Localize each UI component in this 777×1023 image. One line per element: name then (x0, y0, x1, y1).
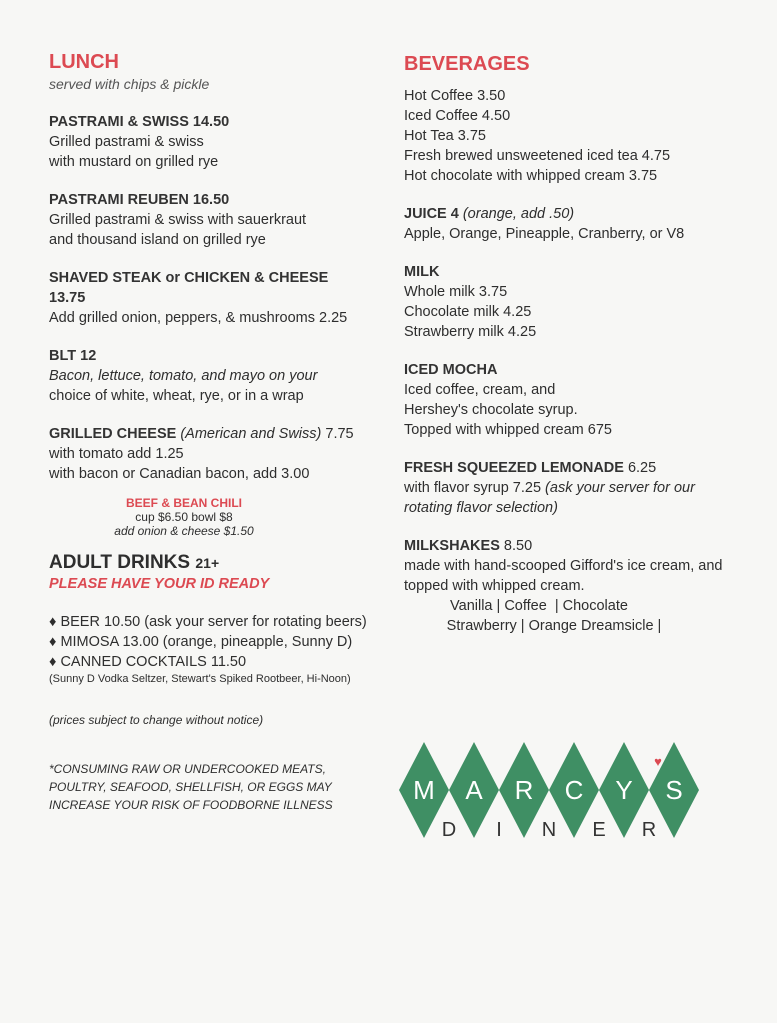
item-note: (ask your server for our (545, 480, 695, 496)
menu-item (49, 268, 379, 328)
beverages-column (404, 52, 744, 636)
logo-letter: M (413, 775, 435, 805)
chili-section (49, 496, 319, 538)
item-desc: Hershey's chocolate syrup. (404, 402, 578, 418)
diamond-bullet-icon: ♦ (49, 654, 61, 670)
adult-drinks-heading (49, 552, 379, 574)
adult-drinks-list (49, 612, 379, 686)
item-name: ICED MOCHA (404, 362, 498, 378)
item-desc: Iced coffee, cream, and (404, 382, 556, 398)
list-item (49, 632, 379, 652)
drink: BEER 10.50 (ask your server for rotating beers) (60, 614, 367, 630)
item-name: PASTRAMI & SWISS 14.50 (49, 114, 230, 130)
item-name: GRILLED CHEESE (49, 426, 177, 442)
marcys-diner-logo (398, 740, 700, 840)
item-price: 6.25 (627, 460, 657, 476)
item-name: MILK (404, 264, 440, 280)
item-desc: topped with whipped cream. (404, 578, 585, 594)
menu-item (49, 190, 379, 250)
flavor-list: Strawberry | Orange Dreamsicle | (446, 618, 662, 634)
id-notice: PLEASE HAVE YOUR ID READY (49, 576, 270, 592)
heart-icon: ♥ (654, 754, 662, 769)
item-desc: Grilled pastrami & swiss (49, 134, 204, 150)
item-name: BLT 12 (49, 348, 97, 364)
lunch-subtitle: served with chips & pickle (49, 76, 210, 92)
chili-addon: add onion & cheese $1.50 (114, 524, 254, 538)
item-desc: Grilled pastrami & swiss with sauerkraut (49, 212, 307, 228)
beverage-list (404, 86, 744, 186)
food-warning (49, 760, 379, 814)
list-item: Hot chocolate with whipped cream 3.75 (404, 168, 658, 184)
lemonade-item (404, 458, 744, 518)
juice-item (404, 204, 744, 244)
item-desc: Whole milk 3.75 (404, 284, 508, 300)
item-desc: with flavor syrup 7.25 (404, 480, 542, 496)
logo-letter: N (541, 819, 557, 840)
warning-line: *CONSUMING RAW OR UNDERCOOKED MEATS, (49, 762, 326, 776)
item-name: FRESH SQUEEZED LEMONADE (404, 460, 624, 476)
item-desc: made with hand-scooped Gifford's ice cream, and (404, 558, 723, 574)
item-price: 13.75 (49, 290, 86, 306)
logo-letter: E (592, 819, 606, 840)
diamond-bullet-icon: ♦ (49, 614, 61, 630)
drink: CANNED COCKTAILS 11.50 (60, 654, 247, 670)
chili-title: BEEF & BEAN CHILI (125, 496, 242, 510)
logo-letter: R (514, 775, 534, 805)
item-desc: Bacon, lettuce, tomato, and mayo on your (49, 368, 318, 384)
lunch-heading: LUNCH (49, 51, 119, 73)
logo-letter: A (465, 775, 483, 805)
lunch-column (49, 50, 379, 814)
item-desc: with mustard on grilled rye (49, 154, 219, 170)
menu-item (49, 112, 379, 172)
logo-letter: S (665, 775, 683, 805)
item-desc: choice of white, wheat, rye, or in a wrap (49, 388, 304, 404)
list-item (49, 612, 379, 632)
item-price: 7.75 (325, 426, 354, 442)
logo-letter: C (564, 775, 584, 805)
item-note: (American and Swiss) (180, 426, 322, 442)
milk-item (404, 262, 744, 342)
logo-letter: Y (615, 775, 633, 805)
list-item: Fresh brewed unsweetened iced tea 4.75 (404, 148, 671, 164)
diamond-bullet-icon: ♦ (49, 634, 61, 650)
logo-letter: I (496, 819, 502, 840)
item-note: (orange, add .50) (462, 206, 575, 222)
item-name: JUICE 4 (404, 206, 459, 222)
item-desc: Chocolate milk 4.25 (404, 304, 532, 320)
list-item: Iced Coffee 4.50 (404, 108, 511, 124)
item-name: PASTRAMI REUBEN 16.50 (49, 192, 230, 208)
price-note: (prices subject to change without notice) (49, 713, 264, 727)
flavor-list: Vanilla | Coffee | Chocolate (450, 598, 628, 614)
list-item: Hot Tea 3.75 (404, 128, 486, 144)
age-limit: 21+ (195, 555, 220, 571)
warning-line: INCREASE YOUR RISK OF FOODBORNE ILLNESS (49, 798, 333, 812)
item-price: 8.50 (503, 538, 533, 554)
item-desc: with tomato add 1.25 (49, 446, 184, 462)
drink: MIMOSA 13.00 (orange, pineapple, Sunny D) (60, 634, 353, 650)
item-desc: with bacon or Canadian bacon, add 3.00 (49, 466, 310, 482)
milkshakes-item (404, 536, 744, 636)
item-desc: Apple, Orange, Pineapple, Cranberry, or V8 (404, 226, 685, 242)
menu-item (49, 424, 379, 484)
warning-line: POULTRY, SEAFOOD, SHELLFISH, OR EGGS MAY (49, 780, 332, 794)
mocha-item (404, 360, 744, 440)
item-desc: Add grilled onion, peppers, & mushrooms 2.25 (49, 310, 348, 326)
logo-letter: D (441, 819, 457, 840)
item-note: rotating flavor selection) (404, 500, 558, 516)
logo-letter: R (641, 819, 657, 840)
menu-item (49, 346, 379, 406)
item-desc: Strawberry milk 4.25 (404, 324, 537, 340)
chili-prices: cup $6.50 bowl $8 (135, 510, 233, 524)
list-item (49, 652, 379, 672)
item-desc: Topped with whipped cream 675 (404, 422, 612, 438)
cocktail-note: (Sunny D Vodka Seltzer, Stewart's Spiked Rootbeer, Hi-Noon) (49, 673, 351, 685)
list-item: Hot Coffee 3.50 (404, 88, 506, 104)
item-desc: and thousand island on grilled rye (49, 232, 266, 248)
item-name: MILKSHAKES (404, 538, 500, 554)
adult-title: ADULT DRINKS (49, 552, 191, 573)
beverages-heading: BEVERAGES (404, 53, 530, 75)
item-name: SHAVED STEAK or CHICKEN & CHEESE (49, 270, 329, 286)
